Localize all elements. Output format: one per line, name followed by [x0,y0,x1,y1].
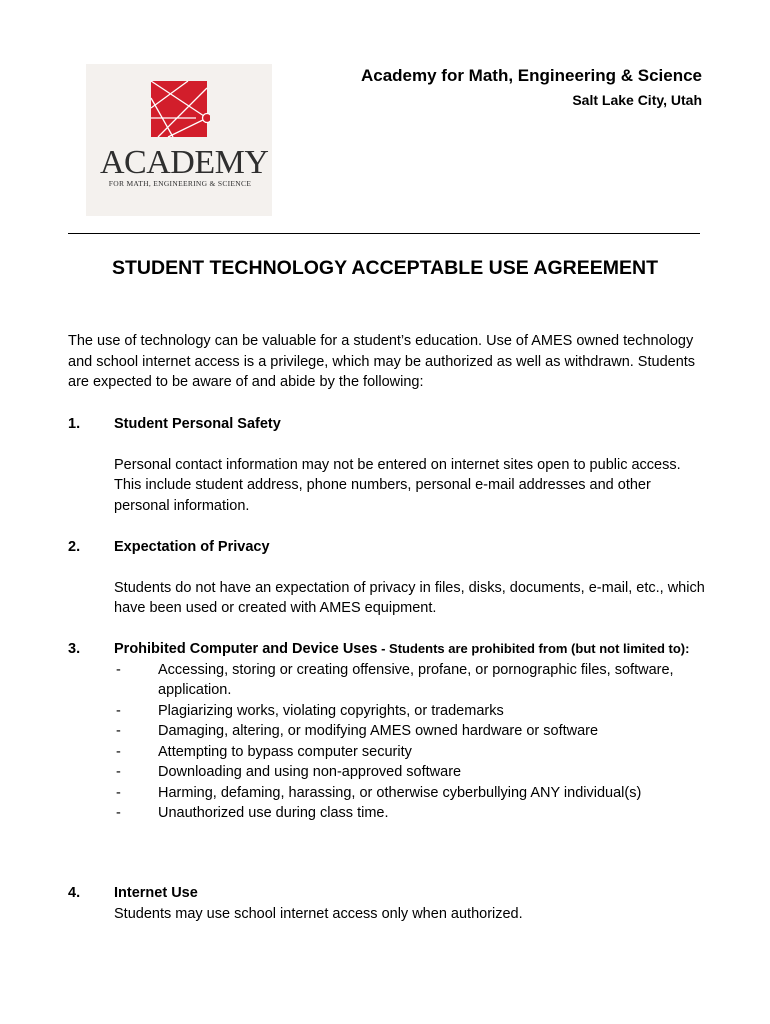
section-number: 3. [68,641,81,657]
section-heading [114,639,708,660]
section-internet-use [68,883,708,924]
school-city: Salt Lake City, Utah [572,92,702,108]
school-name: Academy for Math, Engineering & Science [360,66,702,85]
prohibited-list [68,660,708,824]
list-item: - Downloading and using non-approved software [116,764,462,780]
section-prohibited-uses [68,639,708,824]
document-title: STUDENT TECHNOLOGY ACCEPTABLE USE AGREEMENT [111,257,659,279]
intro-paragraph: The use of technology can be valuable for a student’s education. Use of AMES owned technology and school internet access is a privilege, which may be authorized as well as withdrawn. Students are expected to be aware of and abide by the following: [68,333,696,390]
section-number: 2. [68,539,81,555]
section-heading-suffix: - Students are prohibited from (but not limited to): [377,641,690,656]
logo-wordmark: ACADEMY [100,144,269,181]
section-heading: Expectation of Privacy [114,539,270,555]
list-item: - Damaging, altering, or modifying AMES owned hardware or software [116,723,599,739]
section-number: 1. [68,416,81,432]
logo-mark-icon [148,78,210,140]
logo-subtitle: FOR MATH, ENGINEERING & SCIENCE [108,179,252,188]
list-item: - Harming, defaming, harassing, or otherwise cyberbullying ANY individual(s) [116,784,642,801]
list-item-text: Downloading and using non-approved software [158,764,462,780]
section-body: Students may use school internet access only when authorized. [114,905,523,922]
section-heading: Student Personal Safety [114,416,281,432]
list-item: - Unauthorized use during class time. [116,805,389,821]
list-item-text: Attempting to bypass computer security [158,743,412,760]
section-body: Personal contact information may not be entered on internet sites open to public access. This include student address, phone numbers, personal e-mail addresses and other personal information. [114,456,681,514]
section-heading-main: Prohibited Computer and Device Uses [114,641,378,657]
list-item-text: Harming, defaming, harassing, or otherwise cyberbullying ANY individual(s) [158,784,642,801]
section-number: 4. [68,885,81,901]
list-item-text: Damaging, altering, or modifying AMES owned hardware or software [158,723,599,739]
section-heading: Internet Use [114,885,198,901]
list-item-text: Accessing, storing or creating offensive, profane, or pornographic files, software, application. [158,661,674,698]
list-item: - Accessing, storing or creating offensive, profane, or pornographic files, software, application. [116,661,674,698]
section-privacy [68,537,708,619]
list-item: - Attempting to bypass computer security [116,743,412,760]
header-divider [68,233,700,234]
list-item-text: Plagiarizing works, violating copyrights, or trademarks [158,702,504,719]
academy-logo [86,64,272,216]
section-body: Students do not have an expectation of privacy in files, disks, documents, e-mail, etc., which have been used or created with AMES equipment. [114,579,705,616]
list-item: - Plagiarizing works, violating copyrights, or trademarks [116,702,504,719]
school-header [361,66,702,108]
section-personal-safety [68,414,708,516]
list-item-text: Unauthorized use during class time. [158,805,389,821]
